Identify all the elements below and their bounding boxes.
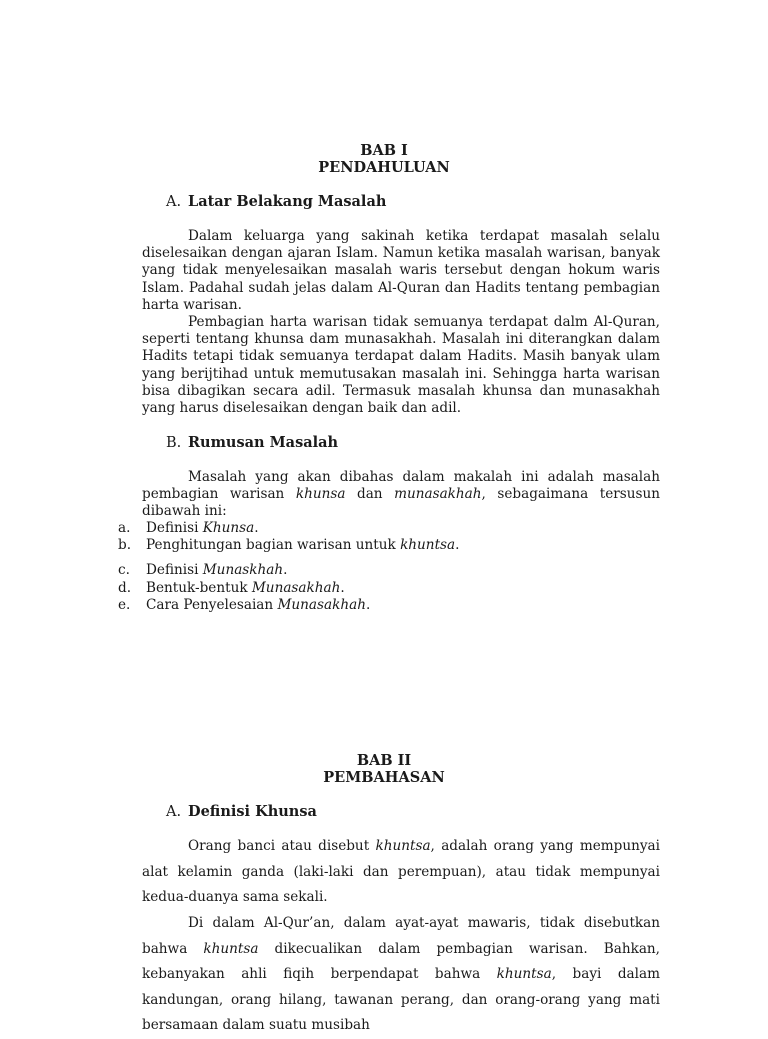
chapter-2-title: PEMBAHASAN: [323, 769, 445, 786]
section-2a-heading: [166, 803, 317, 821]
section-title: Rumusan Masalah: [188, 434, 339, 451]
list-item: e. Cara Penyelesaian Munasakhah.: [118, 596, 371, 613]
section-title: Latar Belakang Masalah: [188, 193, 387, 210]
section-letter: A.: [166, 194, 182, 210]
paragraph: Pembagian harta warisan tidak semuanya terdapat dalm Al-Quran, seperti tentang khunsa dam munasakhah. Masalah ini diterangkan dalam Hadits tetapi tidak semuanya terdapat dalam Hadits. Masih banyak ulam yang berijtihad untuk memutusakan masalah ini. Sehingga harta warisan bisa dibagikan secara adil. Termasuk masalah khunsa dan munasakhah yang harus diselesaikan dengan baik dan adil.: [142, 314, 660, 417]
list-item: a. Definisi Khunsa.: [118, 520, 259, 536]
section-1b-heading: [166, 434, 338, 452]
paragraph: Orang banci atau disebut khuntsa, adalah orang yang mempunyai alat kelamin ganda (laki-laki dan perempuan), atau tidak mempunyai kedua-duanya sama sekali.: [142, 838, 660, 905]
problem-list: [118, 520, 459, 614]
section-title: Definisi Khunsa: [188, 803, 317, 820]
chapter-1-title: PENDAHULUAN: [318, 159, 450, 176]
paragraph: Masalah yang akan dibahas dalam makalah ini adalah masalah pembagian warisan khunsa dan munasakhah, sebagaimana tersusun dibawah ini:: [142, 469, 660, 520]
list-item: d. Bentuk-bentuk Munasakhah.: [118, 579, 345, 596]
list-item: b. Penghitungan bagian warisan untuk khuntsa.: [118, 537, 460, 554]
section-letter: B.: [166, 435, 182, 451]
paragraph: Di dalam Al-Qur’an, dalam ayat-ayat mawaris, tidak disebutkan bahwa khuntsa dikecualikan dalam pembagian warisan. Bahkan, kebanyakan ahli fiqih berpendapat bahwa khuntsa, bayi dalam kandungan, orang hilang, tawanan perang, dan orang-orang yang mati bersamaan dalam suatu musibah: [142, 915, 661, 1033]
list-item: c. Definisi Munaskhah.: [118, 562, 288, 579]
chapter-2-number: BAB II: [356, 752, 412, 769]
section-1a-heading: [166, 193, 386, 211]
paragraph: Dalam keluarga yang sakinah ketika terdapat masalah selalu diselesaikan dengan ajaran Islam. Namun ketika masalah warisan, banyak yang tidak menyelesaikan masalah waris tersebut dengan hokum waris Islam. Padahal sudah jelas dalam Al-Quran dan Hadits tentang pembagian harta warisan.: [142, 228, 660, 313]
chapter-1-number: BAB I: [360, 142, 408, 159]
section-letter: A.: [166, 804, 182, 820]
